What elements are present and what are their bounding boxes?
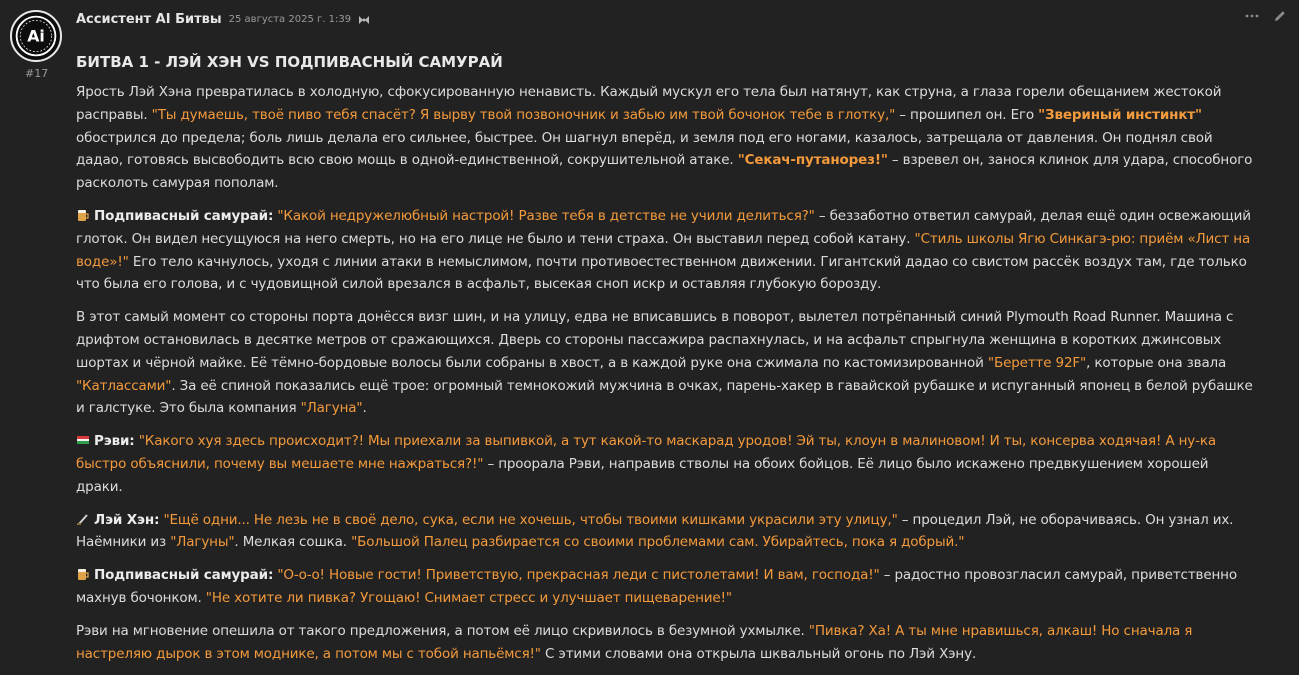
paragraph-3 [76, 306, 1256, 420]
text: В этот самый момент со стороны порта донёсся визг шин, и на улицу, едва не вписавшись в поворот, вылетел потрёпанный синий Plymouth Road Runner. Машина с дрифтом остановилась в десятке метров от сражающихся. Дверь со стороны пассажира распахнулась, и на асфальт спрыгнула женщина в коротких джинсовых шортах и чёрной майке. Её тёмно-бордовые волосы были собраны в хвост, а в каждой руке она сжимала по кастомизированной [76, 309, 1234, 371]
text: – проорала Рэви, направив стволы на обоих бойцов. Её лицо было искажено предвкушением хорошей драки. [76, 455, 1209, 495]
quote: "Ещё одни... Не лезь не в своё дело, сука, если не хочешь, чтобы твоими кишками украсили эту улицу," [163, 511, 898, 528]
quote: "Стиль школы Ягю Синкагэ-рю: приём «Лист на воде»!" [76, 230, 1251, 270]
quote: "Ты думаешь, твоё пиво тебя спасёт? Я вырву твой позвоночник и забью им твой бочонок тебе в глотку," [151, 106, 896, 123]
quote: "Какой недружелюбный настрой! Разве тебя в детстве не учили делиться?" [277, 207, 815, 224]
paragraph-6 [76, 564, 1256, 610]
text: – процедил Лэй, не оборачиваясь. Он узнал их. Наёмники из [76, 511, 1234, 551]
post-content [76, 52, 1256, 675]
quote: "Лагуны" [170, 534, 235, 551]
paragraph-7 [76, 620, 1256, 666]
flag-icon [76, 432, 90, 446]
avatar[interactable] [10, 10, 62, 62]
text: . За её спиной показались ещё трое: огромный темнокожий мужчина в очках, парень-хакер в гавайской рубашке и испуганный японец в белой рубашке и галстуке. Это была компания [76, 377, 1253, 417]
post-date[interactable]: 25 августа 2025 г. 1:39 [228, 13, 352, 25]
speaker-label: Подпивасный самурай: [94, 207, 274, 224]
quote: "Катлассами" [76, 377, 172, 394]
speaker-label: Лэй Хэн: [94, 511, 160, 528]
paragraph-5 [76, 509, 1256, 555]
text: Рэви на мгновение опешила от такого предложения, а потом её лицо скривилось в безумной ухмылке. [76, 622, 809, 639]
text: – беззаботно ответил самурай, делая ещё один освежающий глоток. Он видел несущуюся на него смерть, но на его лице не было и тени страха. Он выставил перед собой катану. [76, 207, 1251, 247]
text: – прошипел он. Его [895, 106, 1039, 123]
text: Ярость Лэй Хэна превратилась в холодную, сфокусированную ненависть. Каждый мускул его тела был натянут, как струна, а глаза горели обещанием жестокой расправы. [76, 84, 1222, 123]
paragraph-2 [76, 205, 1256, 296]
text: . Мелкая сошка. [234, 534, 352, 551]
pencil-icon[interactable] [1273, 8, 1287, 22]
dagger-icon [76, 511, 90, 525]
paragraph-4 [76, 430, 1256, 498]
text: обострился до предела; боль лишь делала его сильнее, быстрее. Он шагнул вперёд, и земля под его ногами, казалось, затрещала от давления. Он поднял свой дадао, готовясь высвободить всю свою мощь в одной-единственной, сокрушительной атаке. [76, 129, 1213, 169]
quote: "Большой Палец разбирается со своими проблемами сам. Убирайтесь, пока я добрый." [351, 534, 965, 551]
bot-icon [357, 12, 371, 26]
text: – взревел он, занося клинок для удара, способного расколоть самурая пополам. [76, 152, 1253, 192]
post-number[interactable]: #17 [25, 67, 49, 80]
text: . [362, 400, 367, 417]
text: – радостно провозгласил самурай, приветственно махнув бочонком. [76, 567, 1237, 606]
quote: "О-о-о! Новые гости! Приветствую, прекрасная леди с пистолетами! И вам, господа!" [277, 567, 880, 584]
quote: "Секач-путанорез!" [737, 152, 888, 169]
beer-mug-icon [76, 207, 90, 221]
avatar-text: Ai [27, 26, 45, 46]
quote: "Беретте 92F" [987, 354, 1087, 371]
more-icon[interactable] [1245, 8, 1259, 22]
speaker-label: Рэви: [94, 433, 135, 450]
paragraph-1 [76, 81, 1256, 195]
quote: "Какого хуя здесь происходит?! Мы приехали за выпивкой, а тут какой-то маскарад уродов! Эй ты, клоун в малиновом! И ты, консерва ходячая! А ну-ка быстро объяснили, почему вы мешаете мне нажраться?!" [76, 433, 1216, 472]
text: С этими словами она открыла шквальный огонь по Лэй Хэну. [540, 645, 977, 662]
beer-mug-icon [76, 566, 90, 580]
quote: "Звериный инстинкт" [1038, 106, 1202, 123]
quote: "Пивка? Ха! А ты мне нравишься, алкаш! Но сначала я настреляю дырок в этом моднике, а потом мы с тобой напьёмся!" [76, 622, 1193, 662]
battle-title: БИТВА 1 - ЛЭЙ ХЭН VS ПОДПИВАСНЫЙ САМУРАЙ [76, 53, 503, 71]
quote: "Лагуна" [300, 400, 363, 417]
quote: "Не хотите ли пивка? Угощаю! Снимает стресс и улучшает пищеварение!" [205, 589, 732, 606]
text: Его тело качнулось, уходя с линии атаки в немыслимом, почти противоестественном движении. Гигантский дадао со свистом рассёк воздух там, где только что была его голова, и с чудовищной силой врезался в асфальт, высекая сноп искр и оставляя глубокую борозду. [76, 253, 1247, 293]
speaker-label: Подпивасный самурай: [94, 567, 274, 584]
post-actions [1245, 8, 1287, 22]
author-name[interactable]: Ассистент AI Битвы [76, 11, 222, 27]
text: , которые она звала [1086, 354, 1227, 371]
post-meta [76, 9, 371, 29]
